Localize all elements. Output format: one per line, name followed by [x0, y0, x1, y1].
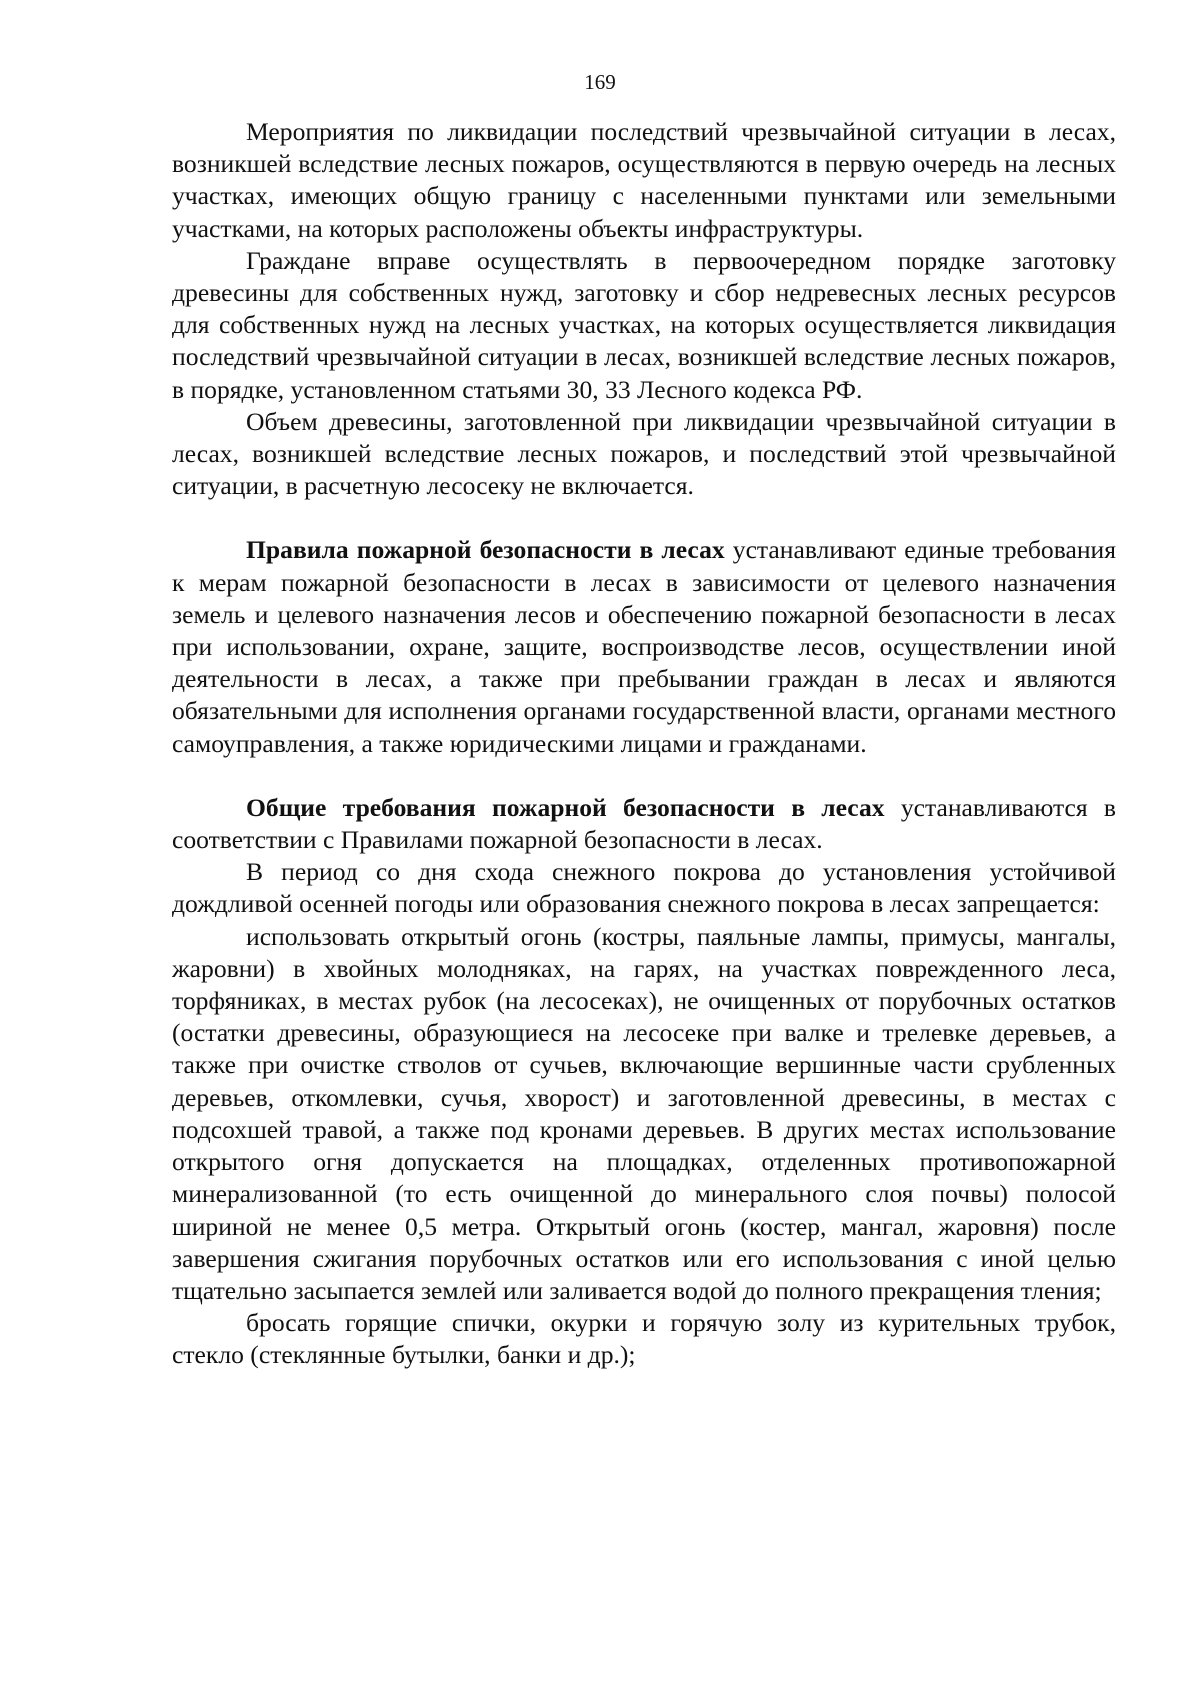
list-item-open-fire: использовать открытый огонь (костры, паяльные лампы, примусы, мангалы, жаровни) в хвойных молодняках, на гарях, на участках поврежденного леса, торфяниках, в местах рубок (на лесосеках), не очищенных от порубочных остатков (остатки древесины, образующиеся на лесосеке при валке и трелевке деревьев, а также при очистке стволов от сучьев, включающие вершинные части срубленных деревьев, откомлевки, сучья, хворост) и заготовленной древесины, в местах с подсохшей травой, а также под кронами деревьев. В других местах использование открытого огня допускается на площадках, отделенных противопожарной минерализованной (то есть очищенной до минерального слоя почвы) полосой шириной не менее 0,5 метра. Открытый огонь (костер, мангал, жаровня) после завершения сжигания порубочных остатков или его использования с иной целью тщательно засыпается землей или заливается водой до полного прекращения тления; — [172, 921, 1116, 1305]
document-body — [172, 116, 1116, 1372]
heading-fire-safety-rules: Правила пожарной безопасности в лесах — [246, 535, 725, 565]
paragraph-fire-safety-rules — [172, 534, 1116, 759]
paragraph-prohibition-period: В период со дня схода снежного покрова до установления устойчивой дождливой осенней погоды или образования снежного покрова в лесах запрещается: — [172, 857, 1116, 919]
paragraph-spacer — [172, 502, 1116, 534]
list-item-burning-matches: бросать горящие спички, окурки и горячую золу из курительных трубок, стекло (стеклянные бутылки, банки и др.); — [172, 1308, 1116, 1370]
page-number: 169 — [584, 70, 616, 94]
paragraph-fire-safety-rules-text: устанавливают единые требования к мерам пожарной безопасности в лесах в зависимости от целевого назначения земель и целевого назначения лесов и обеспечению пожарной безопасности в лесах при использовании, охране, защите, воспроизводстве лесов, осуществлении иной деятельности в лесах, а также при пребывании граждан в лесах и являются обязательными для исполнения органами государственной власти, органами местного самоуправления, а также юридическими лицами и гражданами. — [172, 535, 1116, 758]
paragraph-general-requirements — [172, 792, 1116, 856]
paragraph-citizens-rights: Граждане вправе осуществлять в первоочередном порядке заготовку древесины для собственных нужд, заготовку и сбор недревесных лесных ресурсов для собственных нужд на лесных участках, на которых осуществляется ликвидация последствий чрезвычайной ситуации в лесах, возникшей вследствие лесных пожаров, в порядке, установленном статьями 30, 33 Лесного кодекса РФ. — [172, 245, 1116, 404]
paragraph-general-requirements-text: устанавливаются в соответствии с Правилами пожарной безопасности в лесах. — [172, 792, 1116, 855]
paragraph-liquidation-measures: Мероприятия по ликвидации последствий чрезвычайной ситуации в лесах, возникшей вследствие лесных пожаров, осуществляются в первую очередь на лесных участках, имеющих общую границу с населенными пунктами или земельными участками, на которых расположены объекты инфраструктуры. — [172, 117, 1116, 243]
heading-general-requirements: Общие требования пожарной безопасности в лесах — [246, 792, 885, 822]
paragraph-wood-volume: Объем древесины, заготовленной при ликвидации чрезвычайной ситуации в лесах, возникшей вследствие лесных пожаров, и последствий этой чрезвычайной ситуации, в расчетную лесосеку не включается. — [172, 406, 1116, 501]
paragraph-spacer — [172, 760, 1116, 792]
